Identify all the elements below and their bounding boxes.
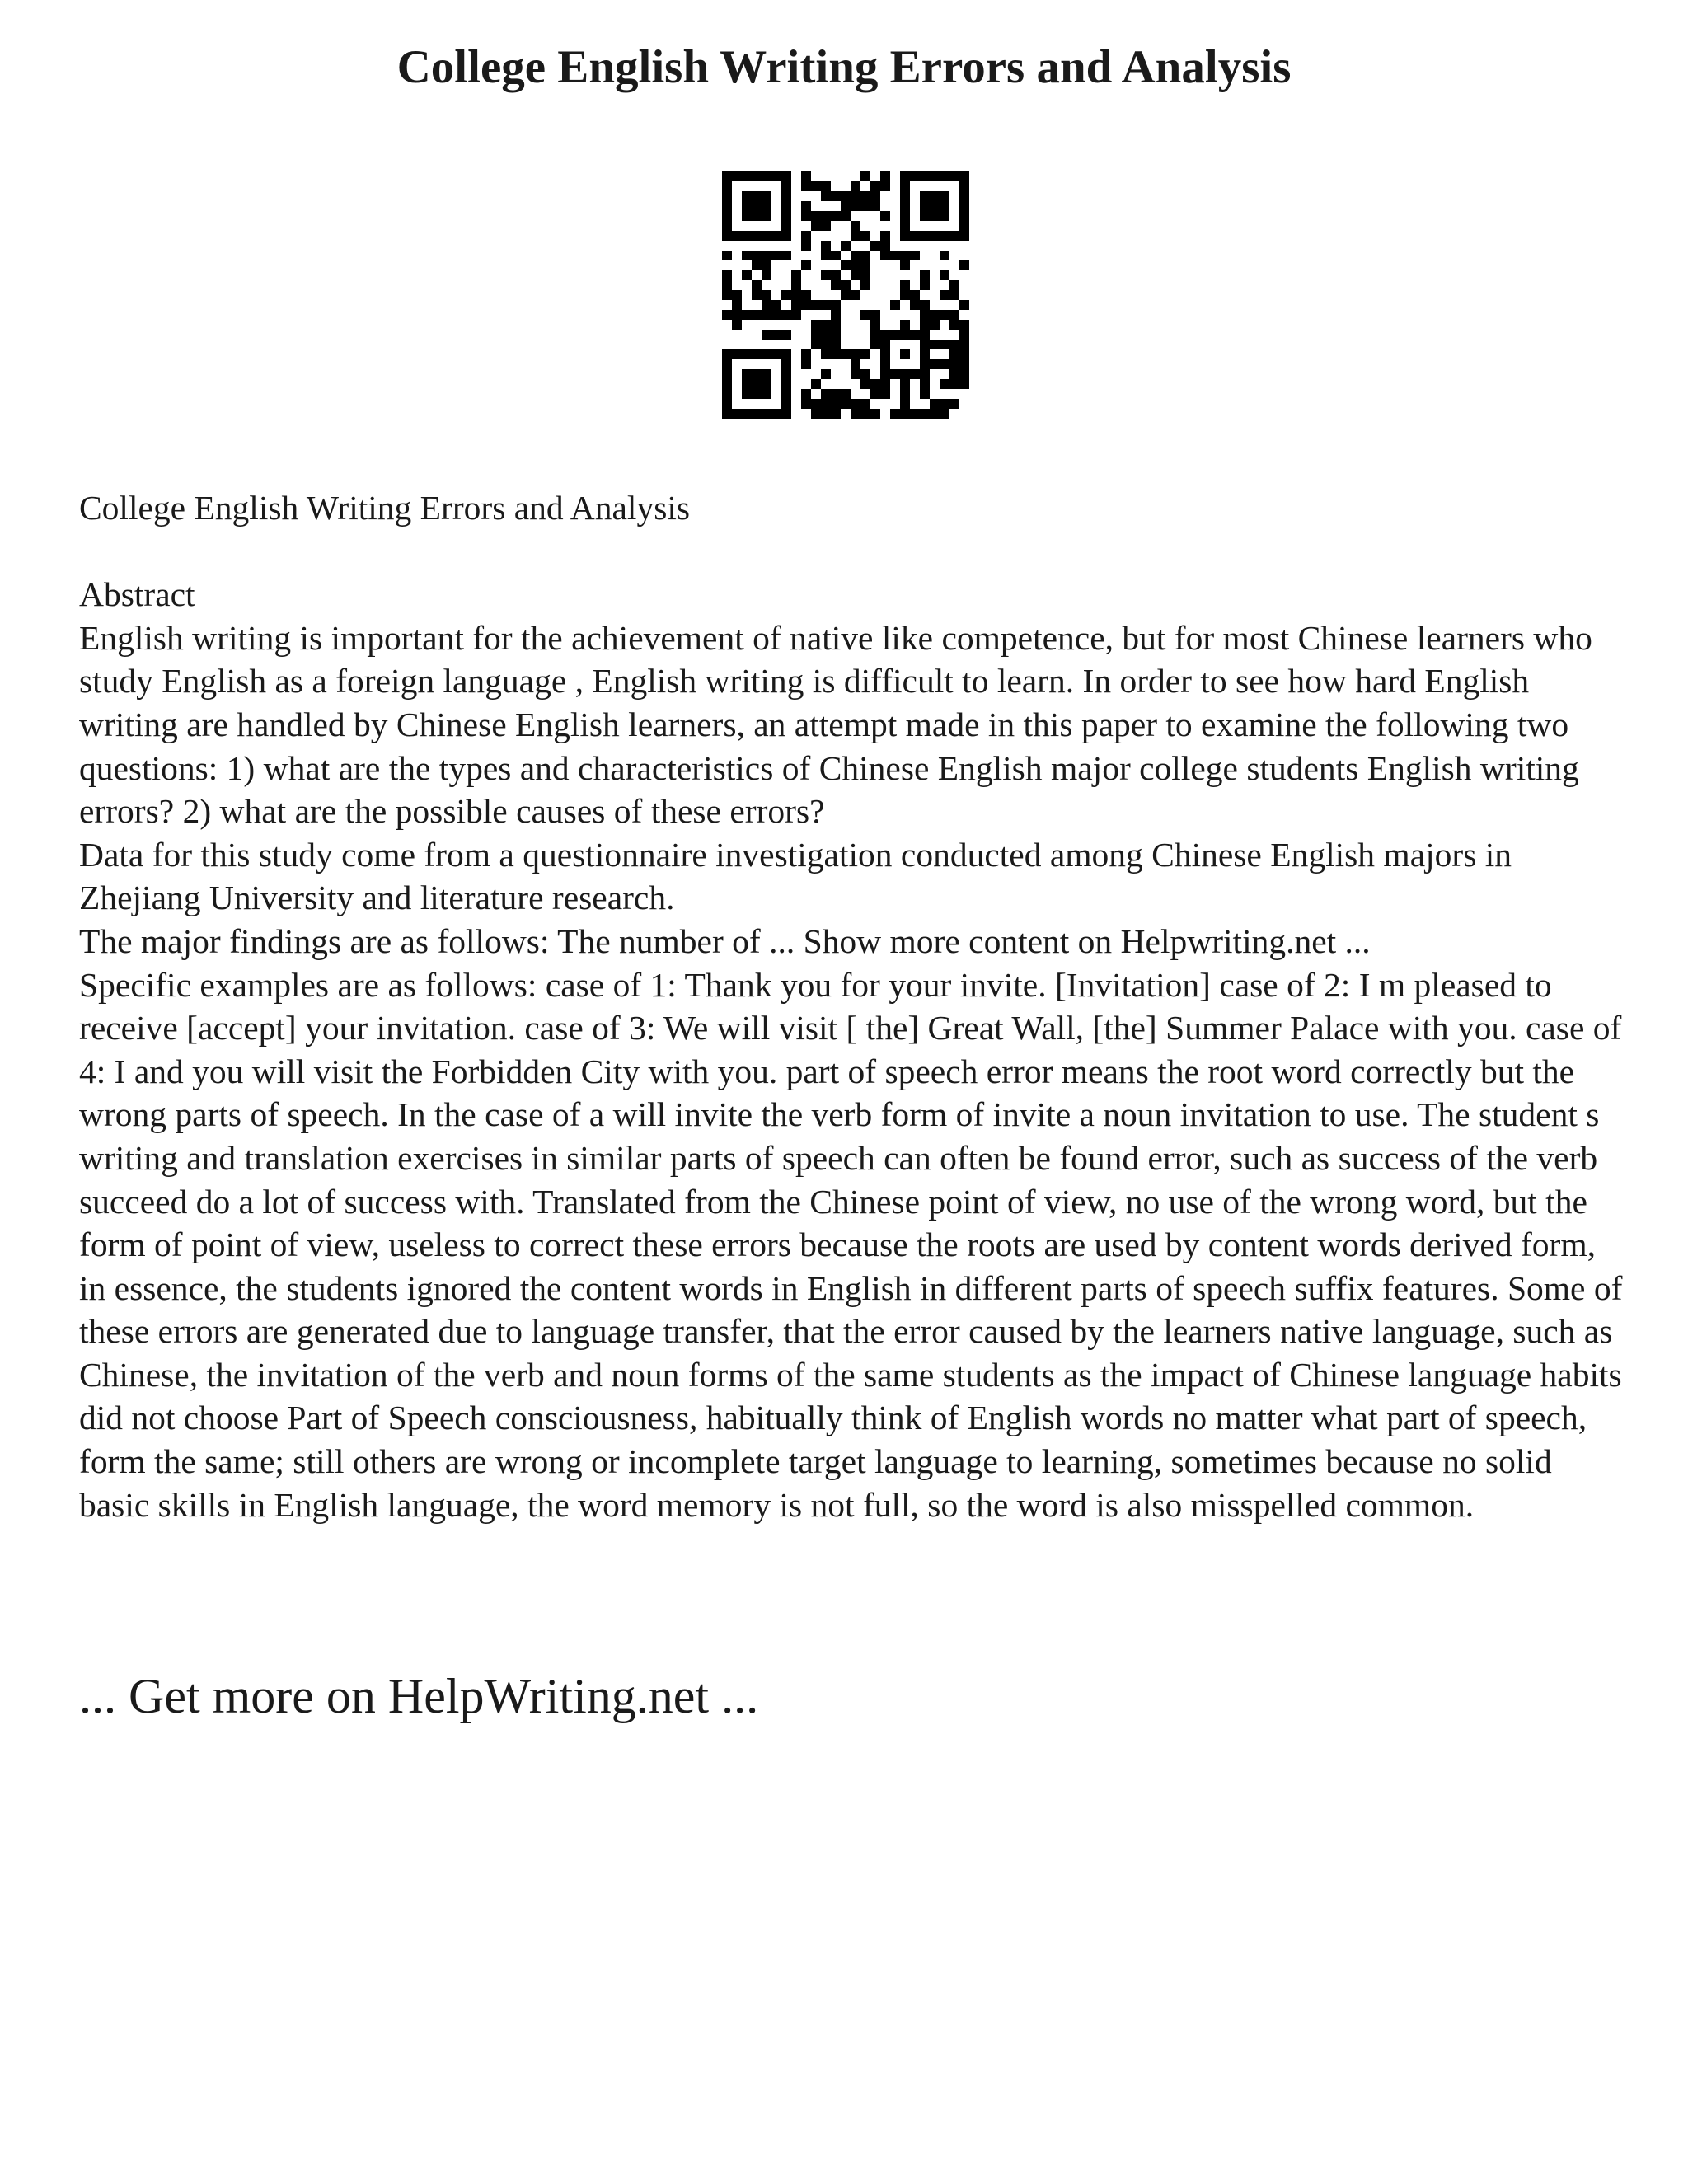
qr-code-icon (722, 171, 969, 419)
findings-paragraph: The major findings are as follows: The number of ... Show more content on Helpwriting.net ... (79, 921, 1371, 960)
get-more-link[interactable]: ... Get more on HelpWriting.net ... (79, 1669, 759, 1723)
document-title: College English Writing Errors and Analysis (396, 41, 1292, 93)
abstract-heading: Abstract (79, 575, 195, 614)
document-subtitle: College English Writing Errors and Analysis (79, 489, 691, 527)
document-body (79, 486, 1629, 1526)
abstract-paragraph: English writing is important for the achievement of native like competence, but for most Chinese learners who study English as a foreign language , English writing is difficult to learn. In order to see how hard English writing are handled by Chinese English learners, an attempt made in this paper to examine the following two questions: 1) what are the types and characteristics of Chinese English major college students English writing errors? 2) what are the possible causes of these errors? (79, 618, 1592, 831)
data-paragraph: Data for this study come from a questionnaire investigation conducted among Chinese English majors in Zhejiang University and literature research. (79, 835, 1512, 917)
paragraph-spacer (79, 530, 1629, 574)
examples-paragraph: Specific examples are as follows: case of 1: Thank you for your invite. [Invitation] case of 2: I m pleased to receive [accept] your invitation. case of 3: We will visit [ the] Great Wall, [the] Summer Palace with you. case of 4: I and you will visit the Forbidden City with you. part of speech error means the root word correctly but the wrong parts of speech. In the case of a will invite the verb form of invite a noun invitation to use. The student s writing and translation exercises in similar parts of speech can often be found error, such as success of the verb succeed do a lot of success with. Translated from the Chinese point of view, no use of the wrong word, but the form of point of view, useless to correct these errors because the roots are used by content words derived form, in essence, the students ignored the content words in English in different parts of speech suffix features. Some of these errors are generated due to language transfer, that the error caused by the learners native language, such as Chinese, the invitation of the verb and noun forms of the same students as the impact of Chinese language habits did not choose Part of Speech consciousness, habitually think of English words no matter what part of speech, form the same; still others are wrong or incomplete target language to learning, sometimes because no solid basic skills in English language, the word memory is not full, so the word is also misspelled common. (79, 965, 1623, 1524)
